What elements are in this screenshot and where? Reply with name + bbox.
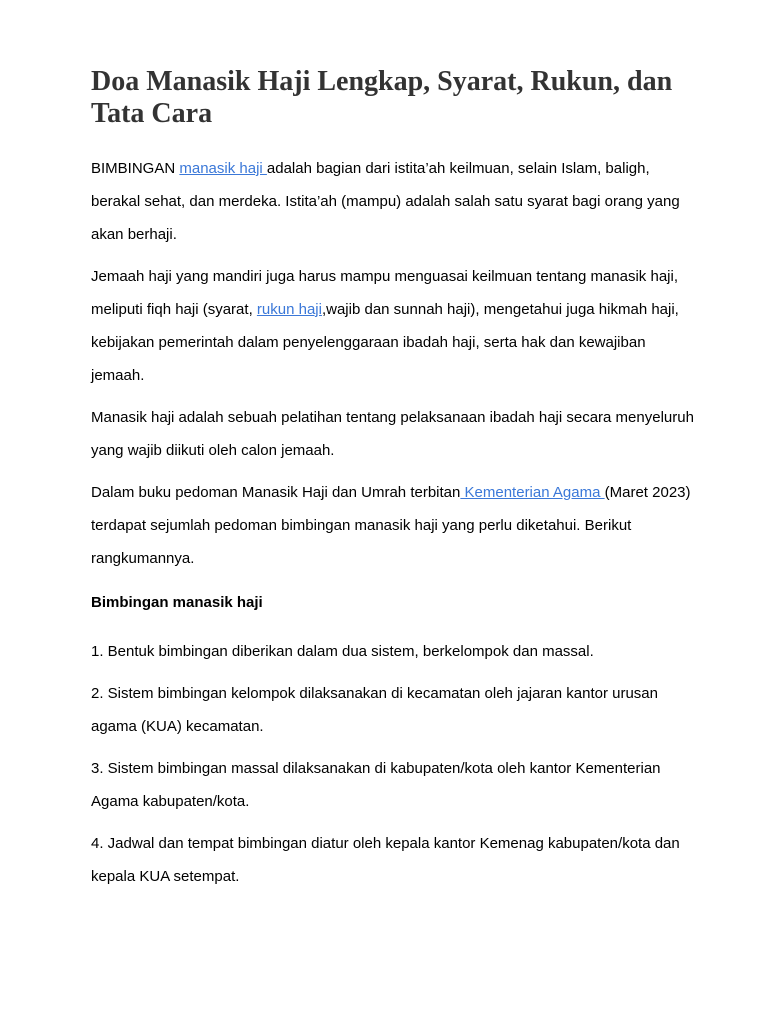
section-subheading: Bimbingan manasik haji (91, 594, 263, 611)
list-item: 3. Sistem bimbingan massal dilaksanakan di kabupaten/kota oleh kantor Kementerian Agama kabupaten/kota. (91, 760, 661, 810)
link-manasik-haji[interactable]: manasik haji (179, 160, 267, 177)
list-item: 4. Jadwal dan tempat bimbingan diatur oleh kepala kantor Kemenag kabupaten/kota dan kepala KUA setempat. (91, 835, 680, 885)
paragraph-jemaah-text-after: ,wajib dan sunnah haji), mengetahui juga hikmah haji, kebijakan pemerintah dalam penyelenggaraan ibadah haji, serta hak dan kewajiban jemaah. (91, 301, 679, 384)
paragraph-intro-text-before: BIMBINGAN (91, 160, 180, 177)
link-rukun-haji[interactable]: rukun haji (256, 301, 322, 318)
paragraph-definition: Manasik haji adalah sebuah pelatihan tentang pelaksanaan ibadah haji secara menyeluruh yang wajib diikuti oleh calon jemaah. (91, 409, 694, 459)
document-page (91, 66, 701, 902)
article-title: Doa Manasik Haji Lengkap, Syarat, Rukun, dan Tata Cara (91, 66, 673, 129)
paragraph-jemaah-text-before: Jemaah haji yang mandiri juga harus mampu menguasai keilmuan tentang manasik haji, meliputi fiqh haji (syarat, (91, 268, 678, 318)
paragraph-intro-text-after: adalah bagian dari istita’ah keilmuan, selain Islam, baligh, berakal sehat, dan merdeka. Istita’ah (mampu) adalah salah satu syarat bagi orang yang akan berhaji. (91, 160, 680, 243)
paragraph-pedoman-text-before: Dalam buku pedoman Manasik Haji dan Umrah terbitan (91, 484, 461, 501)
paragraph-jemaah (91, 260, 701, 392)
list-item: 2. Sistem bimbingan kelompok dilaksanakan di kecamatan oleh jajaran kantor urusan agama (KUA) kecamatan. (91, 685, 658, 735)
link-kementerian-agama[interactable]: Kementerian Agama (460, 484, 605, 501)
paragraph-pedoman-text-after: (Maret 2023) terdapat sejumlah pedoman bimbingan manasik haji yang perlu diketahui. Berikut rangkumannya. (91, 484, 691, 567)
paragraph-intro (91, 152, 701, 251)
paragraph-pedoman (91, 476, 701, 575)
guidance-list (91, 635, 701, 893)
list-item: 1. Bentuk bimbingan diberikan dalam dua sistem, berkelompok dan massal. (91, 643, 594, 660)
